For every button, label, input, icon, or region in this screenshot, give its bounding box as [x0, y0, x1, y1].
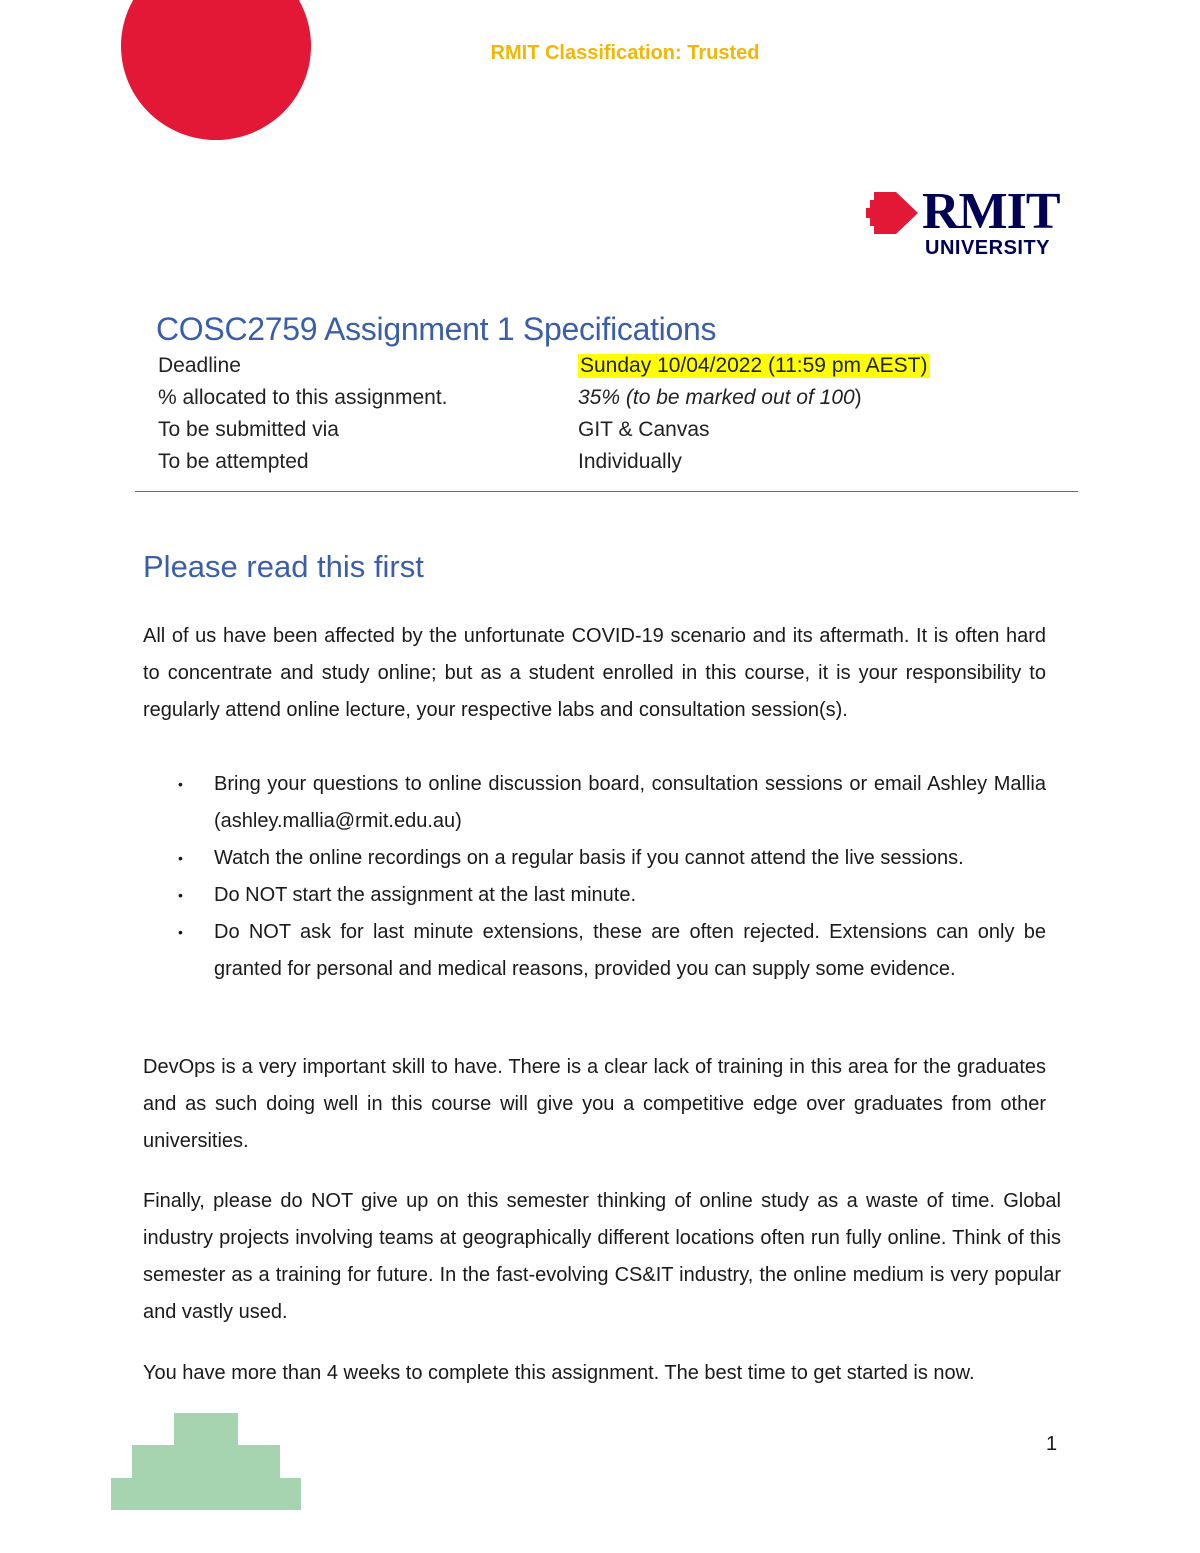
attempt-value: Individually	[578, 450, 682, 473]
timeline-paragraph: You have more than 4 weeks to complete this assignment. The best time to get started is now.	[143, 1362, 975, 1384]
deadline-row	[158, 352, 1058, 384]
decorative-green-steps	[111, 1413, 301, 1510]
list-item: • Watch the online recordings on a regular basis if you cannot attend the live sessions.	[143, 840, 1046, 877]
decorative-red-semicircle	[121, 0, 311, 140]
deadline-label: Deadline	[158, 354, 241, 377]
assignment-details	[158, 352, 1058, 480]
rmit-pixel-icon	[866, 192, 922, 242]
document-title: COSC2759 Assignment 1 Specifications	[156, 311, 717, 347]
section-heading: Please read this first	[143, 549, 424, 584]
submission-label: To be submitted via	[158, 418, 339, 441]
bullet-icon: •	[178, 887, 183, 903]
classification-label: RMIT Classification: Trusted	[490, 42, 760, 64]
guidelines-list	[143, 766, 1046, 988]
attempt-label: To be attempted	[158, 450, 309, 473]
list-item: • Do NOT start the assignment at the last minute.	[143, 877, 1046, 914]
bullet-icon: •	[178, 924, 183, 940]
rmit-logo	[862, 183, 1062, 260]
bullet-icon: •	[178, 850, 183, 866]
intro-paragraph: All of us have been affected by the unfortunate COVID-19 scenario and its aftermath. It is often hard to concentrate and study online; but as a student enrolled in this course, it is your responsibility to regularly attend online lecture, your respective labs and consultation session(s).	[143, 625, 1046, 721]
attempt-row	[158, 448, 1058, 480]
logo-wordmark: RMIT	[922, 183, 1060, 240]
devops-paragraph: DevOps is a very important skill to have. There is a clear lack of training in this area for the graduates and as such doing well in this course will give you a competitive edge over graduates from other universities.	[143, 1056, 1046, 1152]
bullet-icon: •	[178, 776, 183, 792]
submission-row	[158, 416, 1058, 448]
green-step-top	[174, 1413, 238, 1445]
list-item: • Bring your questions to online discussion board, consultation sessions or email Ashley Mallia (ashley.mallia@rmit.edu.au)	[143, 766, 1046, 840]
list-item: • Do NOT ask for last minute extensions, these are often rejected. Extensions can only be granted for personal and medical reasons, provided you can supply some evidence.	[143, 914, 1046, 988]
weight-value: 35% (to be marked out of 100)	[578, 386, 862, 409]
weight-label: % allocated to this assignment.	[158, 386, 448, 409]
deadline-value: Sunday 10/04/2022 (11:59 pm AEST)	[580, 354, 928, 377]
logo-subtitle: UNIVERSITY	[925, 237, 1051, 259]
page-number: 1	[1046, 1433, 1058, 1455]
submission-value: GIT & Canvas	[578, 418, 710, 441]
encouragement-paragraph: Finally, please do NOT give up on this semester thinking of online study as a waste of time. Global industry projects involving teams at geographically different locations often run fully online. Think of this semester as a training for future. In the fast-evolving CS&IT industry, the online medium is very popular and vastly used.	[143, 1190, 1061, 1323]
divider-line	[135, 491, 1078, 492]
green-step-bottom	[111, 1478, 301, 1510]
weight-row	[158, 384, 1058, 416]
green-step-middle	[132, 1445, 280, 1478]
